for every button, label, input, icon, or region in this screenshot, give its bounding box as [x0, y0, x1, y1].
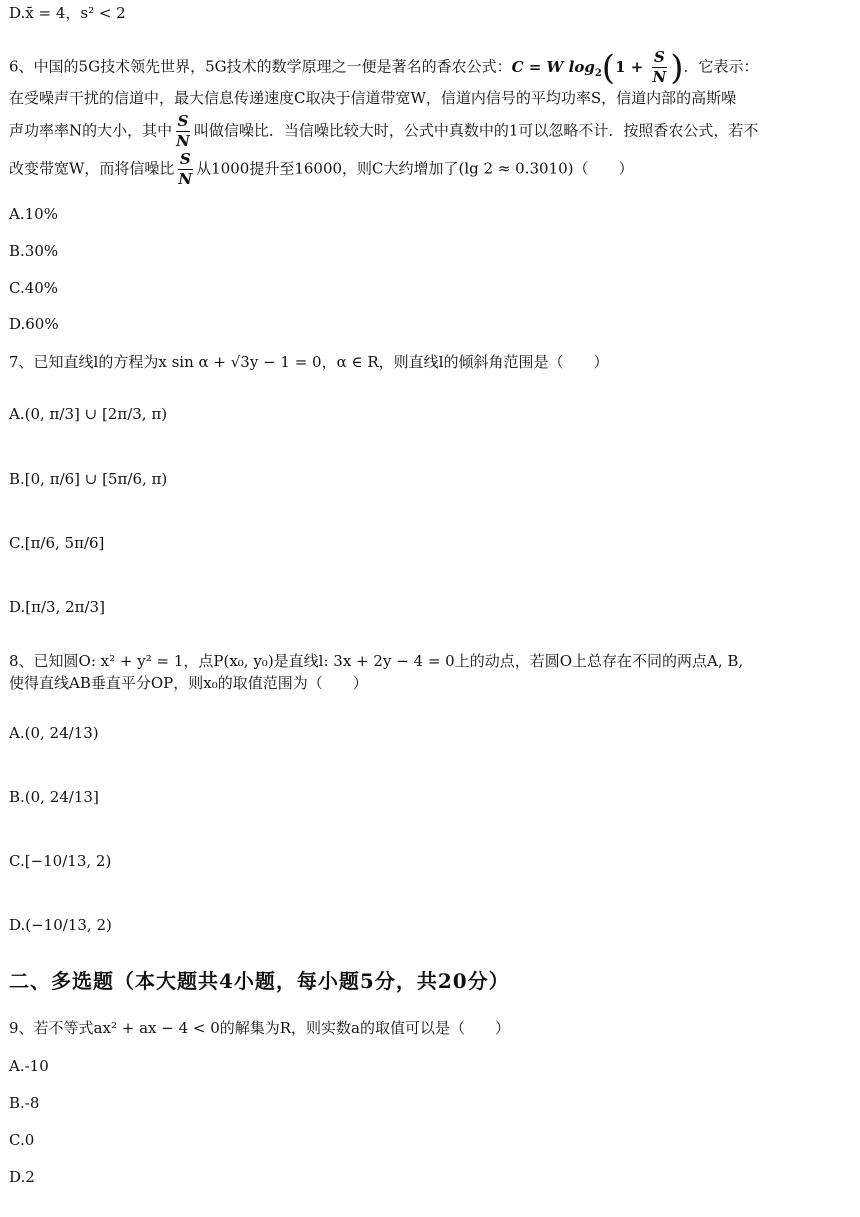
q7-option-b: B.[0, π/6] ∪ [5π/6, π) — [9, 470, 168, 488]
q7-option-d: D.[π/3, 2π/3] — [9, 598, 105, 616]
question-6-line-1 — [9, 47, 759, 88]
q8-option-c: C.[−10/13, 2) — [9, 852, 112, 870]
q6-line3-pre: 声功率率N的大小，其中 — [9, 121, 173, 140]
q8-option-b: B.(0, 24/13] — [9, 788, 99, 806]
section-heading-multiple-choice: 二、多选题（本大题共4小题，每小题5分，共20分） — [9, 969, 510, 993]
question-9: 9、若不等式ax² + ax − 4 < 0的解集为R，则实数a的取值可以是（ ） — [9, 1019, 511, 1037]
q6-option-c: C.40% — [9, 279, 59, 297]
question-6-line-3 — [9, 114, 758, 149]
q6-option-b: B.30% — [9, 242, 59, 260]
q9-option-d: D.2 — [9, 1168, 35, 1186]
q8-option-a: A.(0, 24/13) — [9, 724, 99, 742]
q7-option-a: A.(0, π/3] ∪ [2π/3, π) — [9, 405, 168, 423]
shannon-formula: C = W $\log_2(1$ + $\frac{S}{N}$ ) — [511, 47, 684, 88]
q6-line3-post: 叫做信噪比．当信噪比较大时，公式中真数中的1可以忽略不计．按照香农公式，若不 — [193, 121, 759, 140]
option-d-prev: D.x̄ = 4，s² < 2 — [9, 4, 126, 22]
snr-fraction-inline-2: $\frac{S}{N}$ — [178, 150, 193, 188]
question-6-line-4 — [9, 152, 634, 187]
q6-option-d: D.60% — [9, 315, 59, 333]
question-6-text: 6、中国的5G技术领先世界，5G技术的数学原理之一便是著名的香农公式： — [9, 57, 512, 76]
signal-noise-fraction: $\frac{S}{N}$ — [652, 48, 667, 86]
q7-option-c: C.[π/6, 5π/6] — [9, 534, 105, 552]
q6-line4-post: 从1000提升至16000，则C大约增加了(lg 2 ≈ 0.3010)（ ） — [196, 159, 634, 178]
question-6-tail: ．它表示： — [683, 57, 759, 76]
q8-option-d: D.(−10/13, 2) — [9, 916, 112, 934]
question-8-line-2: 使得直线AB垂直平分OP，则x₀的取值范围为（ ） — [9, 674, 368, 692]
question-6-line-2: 在受噪声干扰的信道中，最大信息传递速度C取决于信道带宽W，信道内信号的平均功率S，信道内部的高斯噪 — [9, 89, 737, 107]
question-7: 7、已知直线l的方程为x sin α + √3y − 1 = 0，α ∈ R，则直线l的倾斜角范围是（ ） — [9, 353, 609, 371]
q6-line4-pre: 改变带宽W，而将信噪比 — [9, 159, 175, 178]
q9-option-b: B.-8 — [9, 1094, 40, 1112]
snr-fraction-inline: $\frac{S}{N}$ — [176, 112, 190, 150]
q9-option-c: C.0 — [9, 1131, 35, 1149]
q6-option-a: A.10% — [9, 205, 58, 223]
question-8-line-1: 8、已知圆O: x² + y² = 1，点P(x₀, y₀)是直线l: 3x + 2y − 4 = 0上的动点，若圆O上总存在不同的两点A, B, — [9, 652, 744, 670]
q9-option-a: A.-10 — [9, 1057, 49, 1075]
